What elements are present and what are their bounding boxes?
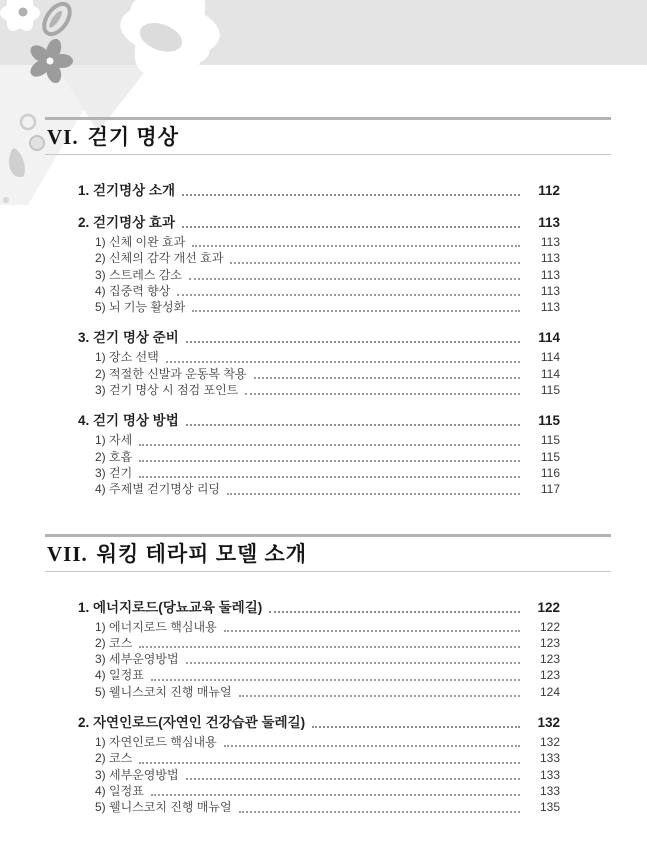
toc-subentry-page: 135: [539, 800, 560, 815]
dotted-leader: [139, 646, 520, 648]
toc-subentry: [45, 283, 560, 299]
toc-group: [45, 181, 560, 200]
toc-subentry-label: 1) 자연인로드 핵심내용: [95, 735, 217, 750]
toc-entry-label: 2. 자연인로드(자연인 건강습관 둘레길): [78, 715, 306, 731]
dotted-leader: [192, 310, 520, 312]
toc-entry-page: 132: [537, 715, 560, 731]
toc-entry-page: 114: [538, 330, 560, 346]
dotted-leader: [186, 341, 520, 343]
toc-entries: [45, 598, 560, 816]
toc-group: [45, 213, 560, 315]
toc-entry-label: 2. 걷기명상 효과: [78, 215, 176, 230]
section-title: 걷기 명상: [87, 125, 179, 149]
toc-subentry-label: 3) 스트레스 감소: [95, 267, 182, 282]
toc-entry-page: 115: [538, 413, 560, 429]
toc-subentry-page: 114: [540, 350, 560, 365]
toc-group: [45, 598, 560, 700]
toc-subentry-page: 117: [540, 482, 560, 497]
dotted-leader: [189, 278, 520, 280]
toc-subentry-page: 113: [540, 267, 560, 282]
toc-subentry-page: 116: [540, 465, 560, 480]
toc-subentry-label: 4) 집중력 향상: [95, 283, 171, 298]
dotted-leader: [182, 194, 520, 196]
dotted-leader: [177, 294, 520, 296]
dotted-leader: [166, 361, 520, 363]
dotted-leader: [186, 662, 520, 664]
dotted-leader: [245, 393, 520, 395]
toc-subentry-label: 5) 뇌 기능 활성화: [95, 300, 186, 315]
toc-subentry-label: 1) 장소 선택: [95, 350, 159, 365]
toc-subentry-label: 3) 걷기: [95, 465, 133, 480]
toc-entry-page: 122: [537, 599, 560, 615]
toc-entry: [45, 181, 560, 200]
toc-subentry: [45, 750, 560, 766]
dotted-leader: [151, 679, 520, 681]
toc-subentry: [45, 734, 560, 750]
toc-subentry: [45, 349, 560, 365]
toc-subentry: [45, 465, 560, 481]
dotted-leader: [192, 245, 520, 247]
dotted-leader: [312, 726, 520, 728]
toc-entry: [45, 598, 560, 617]
toc-group: [45, 328, 560, 398]
dotted-leader: [186, 778, 520, 780]
toc-subentry: [45, 299, 560, 315]
dotted-leader: [182, 226, 520, 228]
toc-subentry-label: 2) 호흡: [95, 449, 133, 464]
toc-entry: [45, 411, 560, 430]
toc-group: [45, 713, 560, 815]
toc-entry: [45, 213, 560, 232]
dotted-leader: [269, 611, 520, 613]
toc-subentry-page: 115: [540, 433, 560, 448]
toc-subentry: [45, 799, 560, 815]
toc-subentry: [45, 684, 560, 700]
toc-subentry-label: 4) 일정표: [95, 668, 144, 683]
header-band: [0, 0, 647, 65]
dotted-leader: [224, 630, 520, 632]
section-title-bar: [45, 534, 611, 572]
dotted-leader: [224, 745, 520, 747]
dotted-leader: [186, 424, 520, 426]
toc-subentry-label: 3) 세부운영방법: [95, 767, 179, 782]
toc-content: [45, 117, 611, 816]
section-numeral: VI.: [47, 125, 79, 149]
toc-entry: [45, 713, 560, 732]
toc-subentry: [45, 234, 560, 250]
toc-subentry-label: 2) 신체의 감각 개선 효과: [95, 251, 224, 266]
toc-subentry-page: 115: [540, 383, 560, 398]
toc-subentry: [45, 366, 560, 382]
toc-subentry: [45, 481, 560, 497]
toc-subentry-page: 133: [539, 767, 560, 782]
toc-subentry-label: 5) 웰니스코치 진행 매뉴얼: [95, 684, 232, 699]
toc-subentry-label: 1) 자세: [95, 433, 133, 448]
toc-subentry: [45, 250, 560, 266]
toc-subentry-label: 5) 웰니스코치 진행 매뉴얼: [95, 800, 232, 815]
section-vi: [45, 117, 611, 498]
toc-subentry-label: 3) 세부운영방법: [95, 652, 179, 667]
toc-subentry-label: 2) 적절한 신발과 운동복 착용: [95, 366, 247, 381]
dotted-leader: [139, 444, 520, 446]
toc-entries: [45, 181, 560, 498]
dotted-leader: [139, 460, 520, 462]
toc-subentry-label: 4) 일정표: [95, 783, 144, 798]
toc-subentry-label: 1) 신체 이완 효과: [95, 235, 186, 249]
toc-entry-page: 112: [538, 183, 560, 198]
toc-subentry-page: 122: [539, 619, 560, 634]
toc-subentry-page: 133: [539, 751, 560, 766]
toc-subentry-label: 1) 에너지로드 핵심내용: [95, 619, 217, 634]
dotted-leader: [239, 695, 520, 697]
toc-subentry: [45, 449, 560, 465]
toc-subentry-page: 124: [539, 684, 560, 699]
section-title-bar: [45, 117, 611, 155]
toc-subentry: [45, 382, 560, 398]
toc-entry-label: 3. 걷기 명상 준비: [78, 330, 179, 346]
toc-subentry-page: 132: [539, 735, 560, 750]
dotted-leader: [139, 762, 520, 764]
toc-subentry: [45, 267, 560, 283]
toc-subentry: [45, 432, 560, 448]
dotted-leader: [151, 794, 520, 796]
dotted-leader: [227, 493, 520, 495]
section-vii: [45, 534, 611, 816]
toc-subentry-page: 123: [539, 635, 560, 650]
toc-entry-label: 1. 걷기명상 소개: [78, 183, 176, 198]
toc-subentry-page: 133: [539, 783, 560, 798]
dotted-leader: [239, 811, 520, 813]
dotted-leader: [230, 262, 520, 264]
toc-entry-label: 4. 걷기 명상 방법: [78, 413, 179, 429]
toc-group: [45, 411, 560, 497]
toc-subentry-page: 114: [540, 366, 560, 381]
toc-entry-label: 1. 에너지로드(당뇨교육 둘레길): [78, 599, 263, 615]
toc-subentry-page: 113: [540, 235, 560, 249]
toc-subentry-label: 2) 코스: [95, 635, 133, 650]
toc-subentry-label: 2) 코스: [95, 751, 133, 766]
toc-subentry: [45, 619, 560, 635]
toc-subentry: [45, 783, 560, 799]
toc-subentry-page: 123: [539, 652, 560, 667]
toc-subentry-page: 123: [539, 668, 560, 683]
toc-subentry-label: 4) 주제별 걷기명상 리딩: [95, 482, 221, 497]
section-title: 워킹 테라피 모델 소개: [96, 541, 308, 566]
dotted-leader: [139, 476, 520, 478]
section-numeral: VII.: [47, 541, 88, 566]
toc-subentry: [45, 651, 560, 667]
toc-subentry-page: 113: [540, 283, 560, 298]
toc-subentry-page: 115: [540, 449, 560, 464]
toc-subentry: [45, 767, 560, 783]
toc-subentry-label: 3) 걷기 명상 시 점검 포인트: [95, 383, 239, 398]
toc-subentry-page: 113: [540, 300, 560, 315]
dotted-leader: [254, 377, 520, 379]
toc-entry: [45, 328, 560, 347]
toc-entry-page: 113: [538, 215, 560, 230]
toc-subentry: [45, 667, 560, 683]
toc-subentry: [45, 635, 560, 651]
toc-subentry-page: 113: [540, 251, 560, 266]
